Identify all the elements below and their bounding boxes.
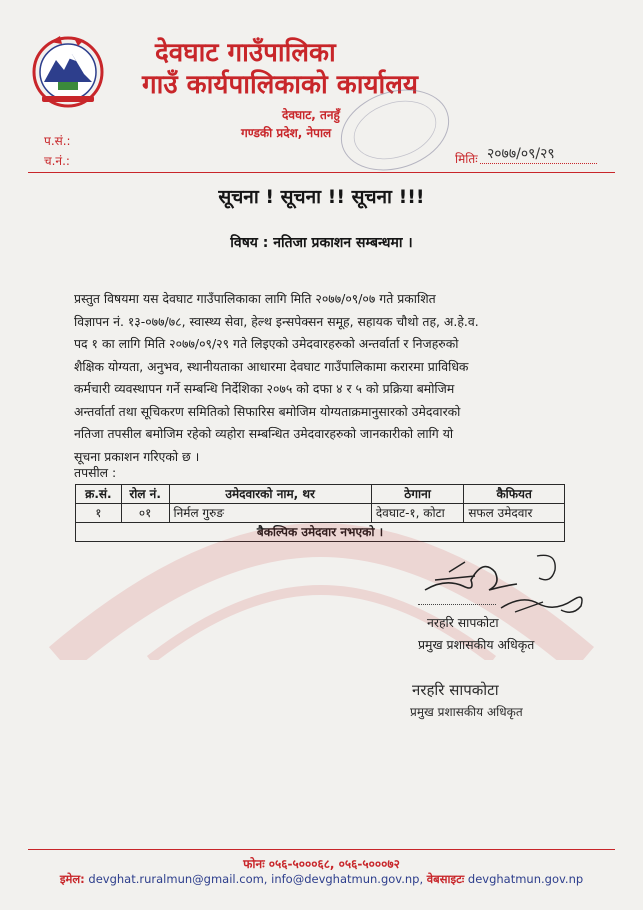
table-header-row — [76, 485, 565, 504]
header-roll-no: रोल नं. — [121, 485, 169, 504]
notice-subject: विषय : नतिजा प्रकाशन सम्बन्धमा । — [230, 235, 413, 251]
header-remarks: कैफियत — [464, 485, 565, 504]
cell-roll-no: ०१ — [121, 504, 169, 523]
cell-remarks: सफल उमेदवार — [464, 504, 565, 523]
alternate-candidate-note: बैकल्पिक उमेदवार नभएको । — [76, 523, 565, 542]
office-seal-stamp — [325, 85, 455, 175]
website-url: devghatmun.gov.np — [467, 872, 584, 886]
details-label: तपसील : — [74, 465, 117, 480]
date-label: मितिः — [455, 152, 478, 166]
cell-address: देवघाट-१, कोटा — [371, 504, 464, 523]
signer-name: नरहरि सापकोटा — [427, 615, 499, 630]
signature-dotted-line — [418, 604, 496, 605]
header-candidate-name: उमेदवारको नाम, थर — [169, 485, 371, 504]
dispatch-number-label: च.नं.: — [44, 154, 70, 168]
table-note-row — [76, 523, 565, 542]
notice-body-line: अन्तर्वार्ता तथा सूचिकरण समितिको सिफारिस बमोजिम योग्यताक्रमानुसारको उमेदवारको — [74, 403, 461, 419]
notice-body-line: पद १ का लागि मिति २०७७/०९/२९ गते लिइएको उमेदवारहरुको अन्तर्वार्ता र निजहरुको — [74, 336, 459, 351]
footer-phone: फोनः ०५६-५०००६८, ०५६-५०००७२ — [243, 857, 400, 871]
footer-divider — [28, 849, 615, 850]
notice-body — [74, 288, 568, 468]
org-address-line1: देवघाट, तनहुँ — [282, 108, 340, 122]
stamped-signer-title: प्रमुख प्रशासकीय अधिकृत — [410, 705, 523, 719]
notice-body-line: विज्ञापन नं. १३-०७७/७८, स्वास्थ्य सेवा, हेल्थ इन्सपेक्सन समूह, सहायक चौथो तह, अ.हे.व. — [74, 313, 479, 329]
website-label: वेबसाइटः — [426, 872, 465, 886]
notice-body-line: नतिजा तपसील बमोजिम रहेको व्यहोरा सम्बन्धित उमेदवारहरुको जानकारीको लागि यो — [74, 426, 454, 441]
stamped-signer-name: नरहरि सापकोटा — [412, 681, 499, 699]
header-serial-no: क्र.सं. — [76, 485, 122, 504]
cell-candidate-name: निर्मल गुरुङ — [169, 504, 371, 523]
signer-title: प्रमुख प्रशासकीय अधिकृत — [418, 637, 535, 652]
notice-body-line: कर्मचारी व्यवस्थापन गर्ने सम्बन्धि निर्देशिका २०७५ को दफा ४ र ५ को प्रक्रिया बमोजिम — [74, 381, 455, 396]
date-dotted-line — [480, 163, 597, 164]
results-table — [75, 484, 565, 542]
org-name-line1: देवघाट गाउँपालिका — [155, 38, 336, 68]
email-label: इमेल: — [59, 872, 85, 886]
org-name-line2: गाउँ कार्यपालिकाको कार्यालय — [142, 70, 418, 100]
reference-number-label: प.सं.: — [44, 134, 71, 148]
header-address: ठेगाना — [371, 485, 464, 504]
cell-serial-no: १ — [76, 504, 122, 523]
nepal-emblem-logo — [28, 30, 108, 110]
notice-body-line: प्रस्तुत विषयमा यस देवघाट गाउँपालिकाका लागि मिति २०७७/०९/०७ गते प्रकाशित — [74, 291, 436, 306]
date-value: २०७७/०९/२९ — [487, 146, 555, 162]
footer-contact — [0, 872, 643, 887]
org-address-line2: गण्डकी प्रदेश, नेपाल — [241, 126, 332, 140]
notice-title: सूचना ! सूचना !! सूचना !!! — [218, 186, 425, 208]
notice-body-line: शैक्षिक योग्यता, अनुभव, स्थानीयताका आधारमा देवघाट गाउँपालिकामा करारमा प्राविधिक — [74, 358, 469, 374]
table-row — [76, 504, 565, 523]
header-divider — [28, 172, 615, 173]
notice-body-line: सूचना प्रकाशन गरिएको छ । — [74, 448, 200, 464]
email-addresses: devghat.ruralmun@gmail.com, info@devghatmun.gov.np, — [88, 872, 424, 886]
